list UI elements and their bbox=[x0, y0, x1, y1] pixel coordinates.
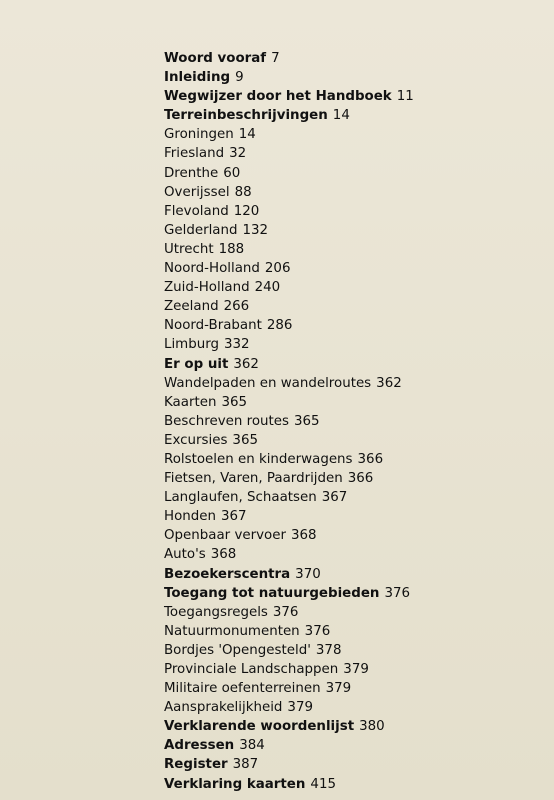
toc-entry-page-number: 366 bbox=[357, 451, 384, 467]
toc-entry-page-number: 7 bbox=[271, 51, 280, 66]
toc-entry-page-number: 332 bbox=[223, 337, 250, 353]
toc-entry-page-number: 376 bbox=[304, 623, 331, 639]
toc-entry-page-number: 368 bbox=[210, 547, 237, 563]
toc-entry-title: Verklaring kaarten bbox=[164, 776, 306, 792]
toc-subentry bbox=[164, 316, 534, 335]
toc-entry-title: Openbaar vervoer bbox=[164, 528, 286, 544]
toc-entry-title: Flevoland bbox=[164, 203, 229, 219]
toc-entry-title: Rolstoelen en kinderwagens bbox=[164, 451, 353, 467]
toc-entry-title: Bordjes 'Opengesteld' bbox=[164, 642, 311, 658]
toc-entry-page-number: 415 bbox=[310, 776, 336, 792]
toc-entry-title: Wandelpaden en wandelroutes bbox=[164, 375, 372, 391]
toc-entry-page-number: 379 bbox=[325, 681, 352, 697]
toc-entry-title: Fietsen, Varen, Paardrijden bbox=[164, 471, 343, 487]
toc-entry-page-number: 384 bbox=[239, 738, 265, 754]
toc-entry-page-number: 366 bbox=[347, 471, 374, 487]
toc-entry-title: Drenthe bbox=[164, 165, 219, 181]
toc-entry-page-number: 387 bbox=[232, 757, 259, 773]
toc-entry-page-number: 206 bbox=[264, 261, 291, 277]
toc-entry-title: Register bbox=[164, 757, 228, 773]
toc-entry-title: Wegwijzer door het Handboek bbox=[164, 89, 392, 105]
toc-entry-title: Excursies bbox=[164, 432, 228, 448]
toc-entry-title: Aansprakelijkheid bbox=[164, 700, 283, 716]
toc-entry-page-number: 365 bbox=[293, 413, 320, 429]
toc-subentry bbox=[164, 125, 534, 144]
toc-entry-title: Groningen bbox=[164, 127, 234, 143]
toc-entry-title: Natuurmonumenten bbox=[164, 623, 300, 639]
toc-subentry bbox=[164, 297, 534, 316]
toc-entry-title: Toegang tot natuurgebieden bbox=[164, 585, 380, 601]
toc-entry-title: Inleiding bbox=[164, 70, 231, 86]
toc-section-entry bbox=[164, 68, 534, 87]
toc-subentry bbox=[164, 431, 534, 450]
toc-subentry bbox=[164, 622, 534, 641]
toc-entry-title: Verklarende woordenlijst bbox=[164, 719, 355, 735]
toc-section-entry bbox=[164, 355, 534, 374]
toc-subentry bbox=[164, 412, 534, 431]
toc-subentry bbox=[164, 698, 534, 717]
toc-section-entry bbox=[164, 584, 534, 603]
toc-subentry bbox=[164, 202, 534, 221]
toc-entry-page-number: 286 bbox=[266, 318, 293, 334]
toc-section-entry bbox=[164, 755, 534, 774]
toc-entry-page-number: 379 bbox=[287, 700, 313, 716]
toc-subentry bbox=[164, 278, 534, 297]
toc-subentry bbox=[164, 393, 534, 412]
toc-entry-page-number: 376 bbox=[272, 604, 299, 620]
toc-entry-title: Zeeland bbox=[164, 299, 219, 315]
toc-entry-page-number: 60 bbox=[223, 165, 241, 181]
toc-subentry bbox=[164, 221, 534, 240]
toc-entry-title: Noord-Holland bbox=[164, 261, 260, 277]
toc-entry-title: Bezoekerscentra bbox=[164, 566, 291, 582]
toc-entry-page-number: 370 bbox=[295, 566, 321, 582]
toc-subentry bbox=[164, 240, 534, 259]
toc-entry-title: Woord vooraf bbox=[164, 51, 267, 66]
toc-entry-page-number: 379 bbox=[343, 662, 369, 677]
toc-subentry bbox=[164, 526, 534, 545]
toc-subentry bbox=[164, 660, 534, 679]
toc-entry-page-number: 376 bbox=[384, 585, 411, 601]
table-of-contents bbox=[164, 49, 534, 794]
toc-subentry bbox=[164, 641, 534, 660]
toc-subentry bbox=[164, 259, 534, 278]
toc-entry-title: Langlaufen, Schaatsen bbox=[164, 490, 317, 506]
toc-subentry bbox=[164, 679, 534, 698]
toc-entry-page-number: 88 bbox=[234, 184, 252, 200]
toc-entry-page-number: 14 bbox=[332, 108, 350, 124]
toc-subentry bbox=[164, 164, 534, 183]
toc-entry-page-number: 367 bbox=[321, 490, 348, 506]
toc-entry-page-number: 240 bbox=[254, 280, 281, 296]
toc-entry-title: Friesland bbox=[164, 146, 225, 162]
toc-entry-title: Toegangsregels bbox=[164, 604, 268, 620]
toc-entry-title: Zuid-Holland bbox=[164, 280, 250, 296]
toc-subentry bbox=[164, 545, 534, 564]
toc-entry-page-number: 32 bbox=[229, 146, 247, 162]
toc-entry-page-number: 266 bbox=[223, 299, 250, 315]
toc-entry-page-number: 9 bbox=[235, 70, 244, 86]
toc-entry-title: Noord-Brabant bbox=[164, 318, 262, 334]
toc-entry-page-number: 188 bbox=[218, 241, 245, 257]
toc-section-entry bbox=[164, 87, 534, 106]
toc-entry-page-number: 14 bbox=[238, 127, 256, 143]
toc-entry-page-number: 365 bbox=[221, 394, 248, 410]
toc-section-entry bbox=[164, 106, 534, 125]
toc-entry-page-number: 362 bbox=[233, 356, 259, 372]
toc-subentry bbox=[164, 450, 534, 469]
toc-entry-page-number: 132 bbox=[242, 222, 269, 238]
toc-subentry bbox=[164, 183, 534, 202]
toc-section-entry bbox=[164, 736, 534, 755]
toc-entry-page-number: 362 bbox=[376, 375, 402, 391]
toc-entry-title: Honden bbox=[164, 509, 216, 525]
toc-section-entry bbox=[164, 717, 534, 736]
toc-entry-page-number: 368 bbox=[290, 528, 317, 544]
toc-subentry bbox=[164, 469, 534, 488]
toc-entry-page-number: 380 bbox=[359, 719, 385, 735]
toc-entry-title: Adressen bbox=[164, 738, 235, 754]
toc-subentry bbox=[164, 603, 534, 622]
toc-entry-title: Gelderland bbox=[164, 222, 238, 238]
toc-entry-page-number: 120 bbox=[233, 203, 260, 219]
toc-entry-title: Provinciale Landschappen bbox=[164, 662, 339, 677]
toc-subentry bbox=[164, 335, 534, 354]
toc-entry-page-number: 367 bbox=[220, 509, 247, 525]
toc-section-entry bbox=[164, 49, 534, 68]
toc-entry-title: Utrecht bbox=[164, 241, 214, 257]
toc-subentry bbox=[164, 144, 534, 163]
toc-entry-title: Limburg bbox=[164, 337, 219, 353]
toc-subentry bbox=[164, 488, 534, 507]
toc-entry-page-number: 11 bbox=[396, 89, 414, 105]
toc-entry-title: Beschreven routes bbox=[164, 413, 289, 429]
toc-entry-title: Kaarten bbox=[164, 394, 217, 410]
toc-section-entry bbox=[164, 775, 534, 794]
toc-entry-title: Militaire oefenterreinen bbox=[164, 681, 321, 697]
toc-entry-title: Overijssel bbox=[164, 184, 230, 200]
toc-section-entry bbox=[164, 565, 534, 584]
toc-entry-title: Er op uit bbox=[164, 356, 229, 372]
toc-subentry bbox=[164, 374, 534, 393]
toc-subentry bbox=[164, 507, 534, 526]
toc-entry-page-number: 378 bbox=[315, 642, 342, 658]
toc-entry-title: Terreinbeschrijvingen bbox=[164, 108, 328, 124]
toc-entry-page-number: 365 bbox=[232, 432, 258, 448]
toc-entry-title: Auto's bbox=[164, 547, 206, 563]
